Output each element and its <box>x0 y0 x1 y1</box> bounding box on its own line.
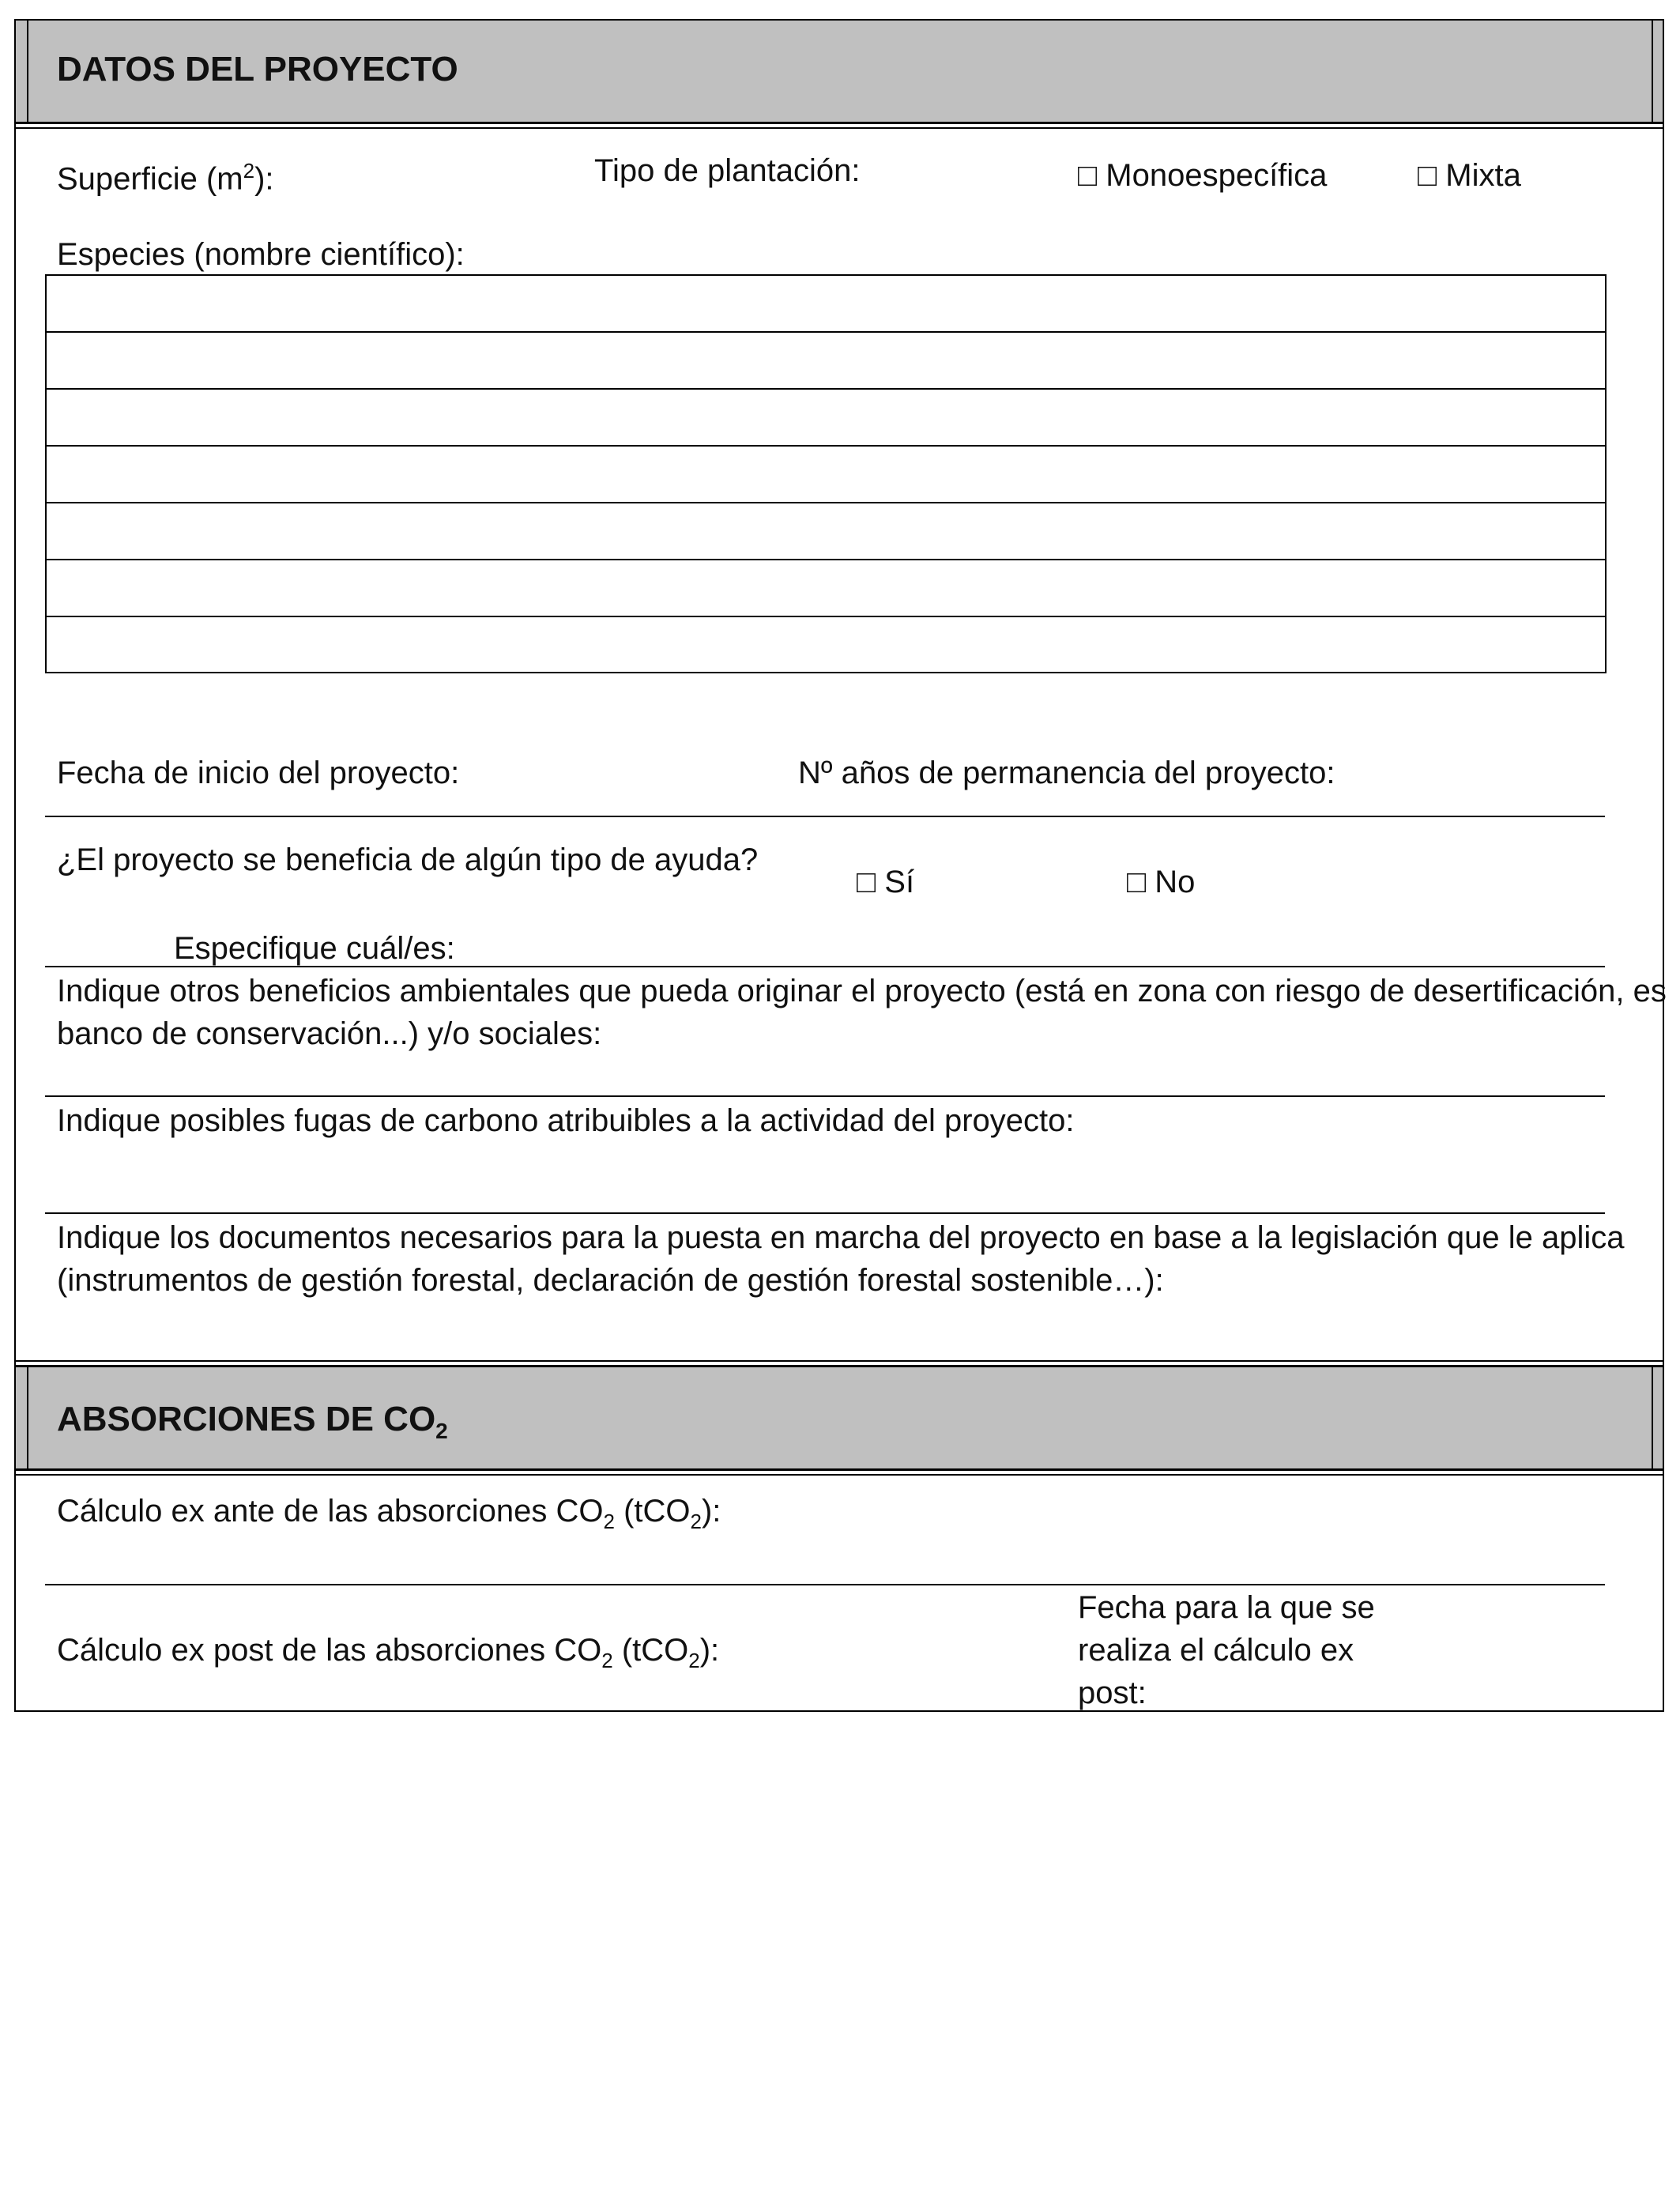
species-row-line <box>47 388 1605 390</box>
section-rule <box>16 1360 1663 1362</box>
plantation-type-label: Tipo de plantación: <box>594 153 861 188</box>
species-row-line <box>47 559 1605 560</box>
species-input-4[interactable] <box>55 452 1596 498</box>
row-rule <box>45 816 1605 817</box>
species-row-line <box>47 616 1605 617</box>
species-input-2[interactable] <box>55 338 1596 384</box>
species-input-1[interactable] <box>55 281 1596 327</box>
ex-ante-label: Cálculo ex ante de las absorciones $CO_2$ (tCO$_2$): <box>57 1494 721 1533</box>
aid-yes-checkbox[interactable]: □ Sí <box>857 865 915 899</box>
row-rule <box>45 1584 1605 1585</box>
row-rule <box>45 1212 1605 1214</box>
row-rule <box>45 966 1605 967</box>
benefits-line-1: Indique otros beneficios ambientales que pueda originar el proyecto (está en zona con riesgo de desertificación, es <box>57 974 1667 1008</box>
ex-post-label: Cálculo ex post de las absorciones $CO_2$ (tCO$_2$): <box>57 1633 720 1672</box>
surface-label: Superficie $(m^2)$: <box>57 159 274 197</box>
start-date-label: Fecha de inicio del proyecto: <box>57 756 460 790</box>
species-row-line <box>47 502 1605 503</box>
years-label: Nº años de permanencia del proyecto: <box>798 756 1335 790</box>
mixed-checkbox[interactable]: □ Mixta <box>1418 158 1521 193</box>
species-row-line <box>47 331 1605 333</box>
species-input-7[interactable] <box>55 623 1596 669</box>
monospecific-checkbox[interactable]: □ Monoespecífica <box>1078 158 1328 193</box>
benefits-line-2: banco de conservación...) y/o sociales: <box>57 1016 602 1051</box>
species-input-5[interactable] <box>55 509 1596 555</box>
project-title: DATOS DEL PROYECTO <box>57 50 458 89</box>
header-rule-2 <box>16 127 1663 129</box>
documents-line-1: Indique los documentos necesarios para la puesta en marcha del proyecto en base a la legislación que le aplica <box>57 1220 1625 1255</box>
species-input-3[interactable] <box>55 395 1596 441</box>
species-label: Especies (nombre científico): <box>57 237 465 272</box>
ex-post-date-line-1: Fecha para la que se <box>1078 1590 1375 1625</box>
header-divider-right <box>1652 21 1653 122</box>
row-rule <box>45 1095 1605 1097</box>
specify-label: Especifique cuál/es: <box>174 931 455 966</box>
absorptions-title: ABSORCIONES DE $CO_2$ <box>57 1400 448 1443</box>
aid-question: ¿El proyecto se beneficia de algún tipo de ayuda? <box>57 843 759 877</box>
header-divider <box>27 21 28 122</box>
ex-post-date-line-2: realiza el cálculo ex <box>1078 1633 1354 1668</box>
ex-post-date-line-3: post: <box>1078 1676 1147 1710</box>
species-input-6[interactable] <box>55 566 1596 612</box>
header-rule <box>16 1468 1663 1471</box>
header-rule <box>16 122 1663 124</box>
species-row-line <box>47 445 1605 447</box>
aid-no-checkbox[interactable]: □ No <box>1127 865 1196 899</box>
header-rule-2 <box>16 1474 1663 1476</box>
leakage-label: Indique posibles fugas de carbono atribuibles a la actividad del proyecto: <box>57 1103 1075 1138</box>
header-divider-right <box>1652 1367 1653 1468</box>
header-divider <box>27 1367 28 1468</box>
documents-line-2: (instrumentos de gestión forestal, declaración de gestión forestal sostenible…): <box>57 1263 1164 1298</box>
